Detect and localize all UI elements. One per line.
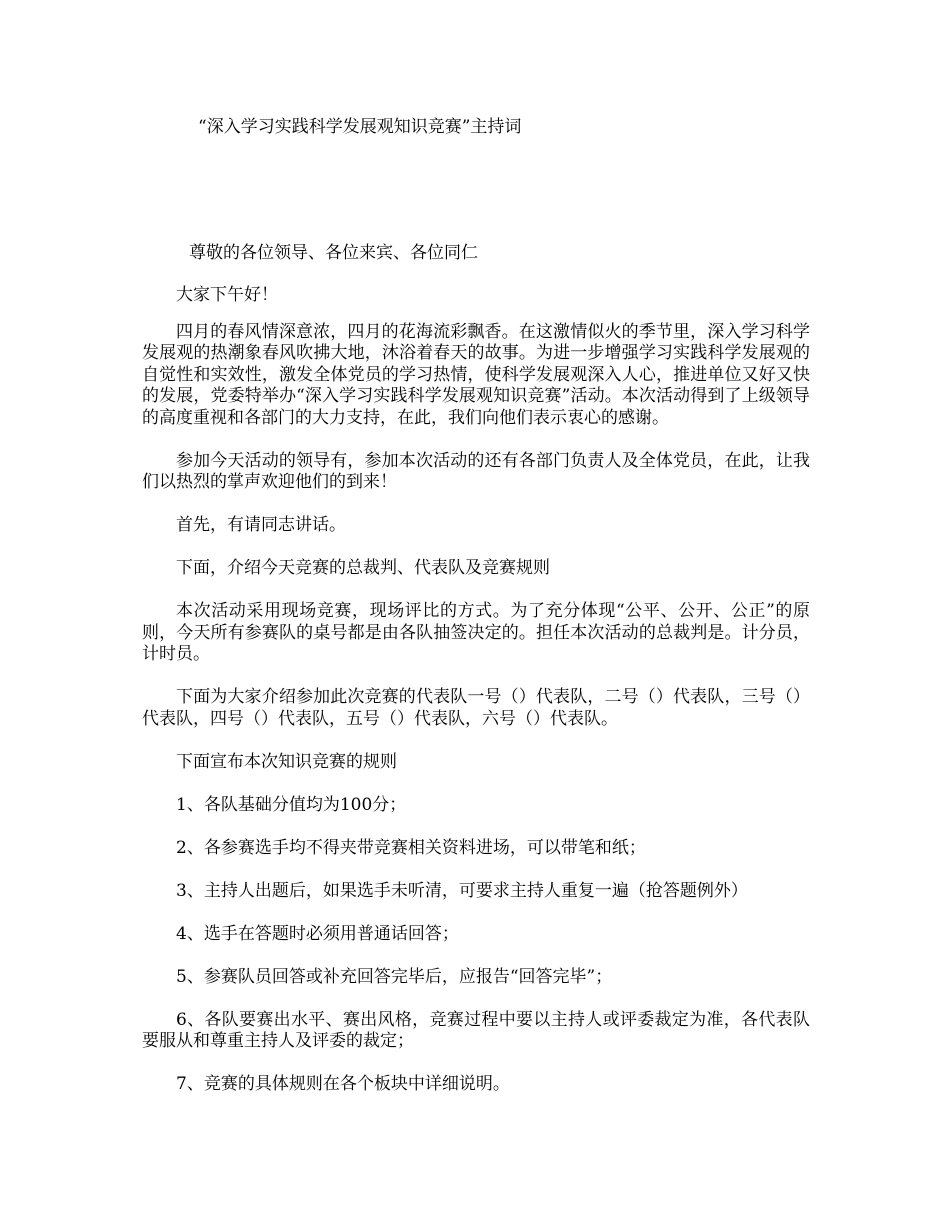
rule-item: 1、各队基础分值均为100分；	[176, 794, 407, 815]
paragraph: 本次活动采用现场竞赛，现场评比的方式。为了充分体现“公平、公开、公正”的原则，今天所有参赛队的桌号都是由各队抽签决定的。担任本次活动的总裁判是。计分员，计时员。	[142, 601, 810, 664]
rule-item: 6、各队要赛出水平、赛出风格，竞赛过程中要以主持人或评委裁定为准，各代表队要服从和尊重主持人及评委的裁定；	[142, 1009, 810, 1051]
paragraph: 下面宣布本次知识竞赛的规则	[176, 751, 397, 772]
paragraph: 下面为大家介绍参加此次竞赛的代表队一号（）代表队，二号（）代表队，三号（）代表队，四号（）代表队，五号（）代表队，六号（）代表队。	[142, 687, 810, 729]
paragraph: 四月的春风情深意浓，四月的花海流彩飘香。在这激情似火的季节里，深入学习科学发展观的热潮象春风吹拂大地，沐浴着春天的故事。为进一步增强学习实践科学发展观的自觉性和实效性，激发全体党员的学习热情，使科学发展观深入人心，推进单位又好又快的发展，党委特举办“深入学习实践科学发展观知识竞赛”活动。本次活动得到了上级领导的高度重视和各部门的大力支持，在此，我们向他们表示衷心的感谢。	[142, 321, 810, 428]
paragraph: 大家下午好！	[176, 285, 278, 305]
rule-item: 7、竞赛的具体规则在各个板块中详细说明。	[176, 1074, 510, 1094]
rule-item: 5、参赛队员回答或补充回答完毕后，应报告“回答完毕”；	[176, 966, 613, 987]
rule-item: 4、选手在答题时必须用普通话回答；	[176, 923, 459, 944]
document-title: “深入学习实践科学发展观知识竞赛”主持词	[198, 117, 522, 137]
paragraph: 参加今天活动的领导有，参加本次活动的还有各部门负责人及全体党员，在此，让我们以热烈的掌声欢迎他们的到来！	[142, 450, 810, 492]
paragraph: 下面，介绍今天竞赛的总裁判、代表队及竞赛规则	[176, 558, 550, 578]
salutation: 尊敬的各位领导、各位来宾、各位同仁	[189, 243, 478, 263]
document-body	[142, 285, 810, 1117]
paragraph: 首先，有请同志讲话。	[176, 515, 346, 535]
rule-item: 3、主持人出题后，如果选手未听清，可要求主持人重复一遍（抢答题例外）	[176, 880, 748, 901]
rule-item: 2、各参赛选手均不得夹带竞赛相关资料进场，可以带笔和纸；	[176, 837, 646, 858]
